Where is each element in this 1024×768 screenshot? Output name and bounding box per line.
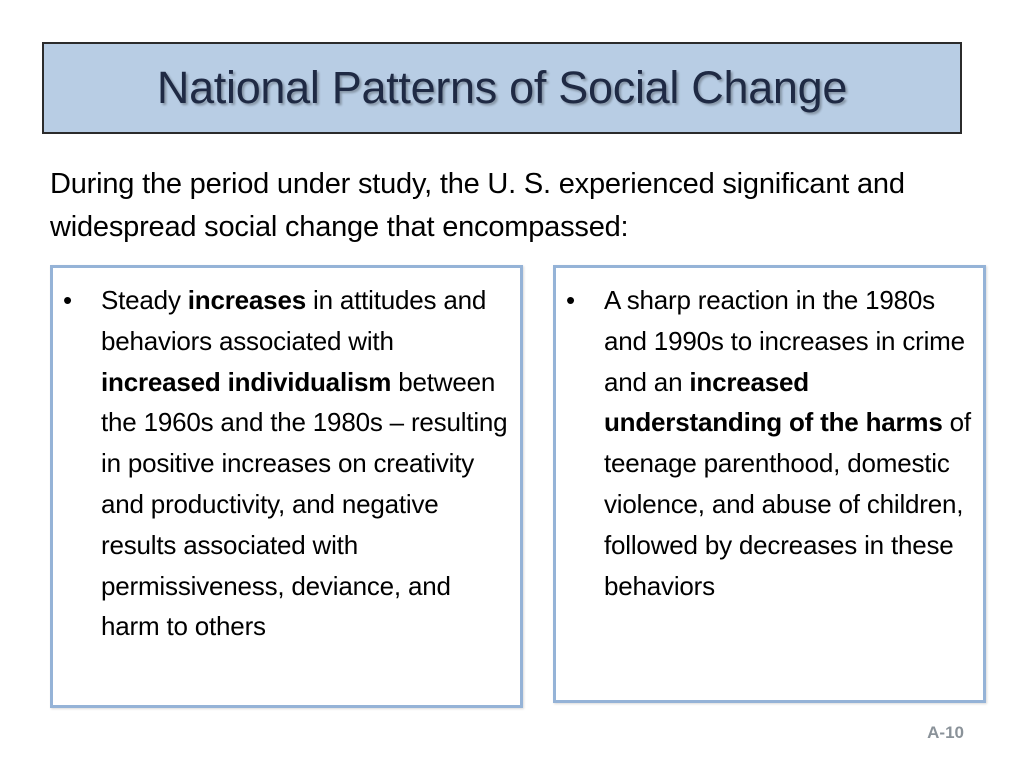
left-bullet-text (101, 280, 514, 647)
right-text-segment: of teenage parenthood, domestic violence, and abuse of children, followed by decreases in these behaviors (604, 407, 971, 601)
slide-title: National Patterns of Social Change (156, 62, 848, 113)
right-bullet-item (564, 280, 977, 606)
left-bullet-panel (50, 265, 523, 708)
left-bold-individualism: increased individualism (101, 366, 392, 397)
bullet-icon: • (566, 285, 575, 315)
title-banner (42, 42, 962, 134)
left-text-segment: in attitudes and behaviors associated with (101, 285, 487, 356)
page-number: A-10 (927, 723, 964, 742)
right-bold-understanding: increased understanding of the harms (604, 366, 943, 438)
right-text-segment: A sharp reaction in the 1980s and 1990s to increases in crime and an (604, 285, 965, 397)
left-text-segment: between the 1960s and the 1980s – resulting in positive increases on creativity and productivity, and negative results associated with permissiveness, deviance, and harm to others (101, 366, 508, 642)
right-bullet-panel (553, 265, 986, 703)
right-bullet-text (604, 280, 977, 606)
left-text-segment: Steady (101, 285, 188, 315)
left-bold-increases: increases (187, 285, 306, 315)
intro-paragraph: During the period under study, the U. S. experienced significant and widespread social change that encompassed: (50, 168, 905, 243)
left-bullet-item (61, 280, 514, 647)
bullet-icon: • (63, 285, 72, 315)
